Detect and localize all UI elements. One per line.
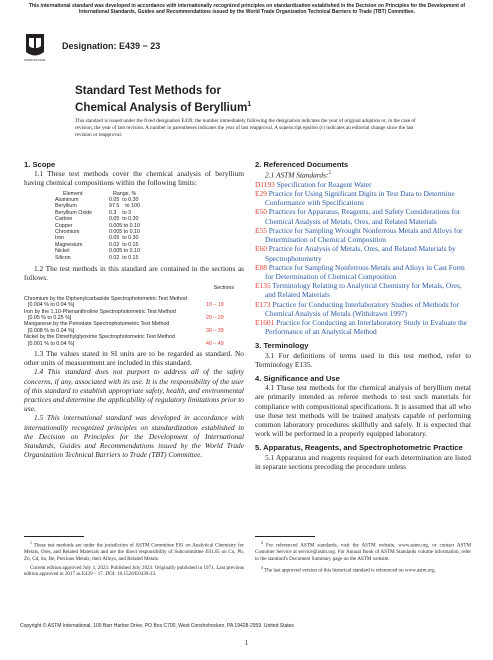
reference-item	[255, 318, 471, 336]
footnote-2: For referenced ASTM standards, visit the ASTM website, www.astm.org, or contact ASTM Customer Service at service@astm.org. For Annual Book of ASTM Standards volume information, refer to the standard's Document Summary page on the ASTM website.	[255, 542, 471, 562]
terminology-heading: 3. Terminology	[255, 341, 309, 351]
element-name: Magnesium	[55, 241, 83, 248]
reference-title-link[interactable]: Practice for Analysis of Metals, Ores, and Related Materials by Spectrophotometry	[265, 244, 456, 263]
element-range: 0.005 to 0.10	[109, 248, 140, 255]
footnote-3: The last approved version of this historical standard is referenced on www.astm.org.	[264, 567, 436, 574]
title-footnote-marker: 1	[247, 100, 252, 108]
scope-1-5: 1.5 This international standard was developed in accordance with internationally recognized principles on standardization established in the Decision on Principles for the Development of International Standards, Guides and Recommendations issued by the World Trade Organization Technical Barriers to Trade (TBT) Committee.	[24, 413, 244, 460]
element-range: 0.02 to 0.15	[109, 254, 139, 261]
element-name: Aluminum	[55, 197, 79, 204]
right-column	[255, 157, 471, 471]
right-footnote-rule	[255, 536, 315, 537]
element-range: 0.02 to 0.15	[109, 241, 139, 248]
method-sections[interactable]: 40 – 49	[206, 340, 224, 347]
title-line-2: Chemical Analysis of Beryllium	[75, 100, 248, 114]
method-range: [0.05 % to 0.25 %]	[28, 314, 72, 321]
reference-item	[255, 207, 471, 225]
reference-code-link[interactable]: E135	[255, 281, 271, 291]
reference-code-link[interactable]: E55	[255, 225, 267, 235]
references-heading: 2. Referenced Documents	[255, 160, 349, 169]
method-title: Manganese by the Periodate Spectrophotometric Test Method	[24, 321, 170, 328]
reference-item	[255, 300, 471, 318]
element-name: Nickel	[55, 248, 70, 255]
scope-1-3: 1.3 The values stated in SI units are to be regarded as standard. No other units of measurement are included in this standard.	[24, 348, 244, 368]
reference-code-link[interactable]: E173	[255, 299, 271, 309]
element-range: 0.005 to 0.10	[109, 222, 140, 229]
reference-item	[255, 189, 471, 207]
footnote-edition: Current edition approved July 1, 2023. Published July 2023. Originally published in 1971. Last previous edition approved in 2017 as E439 – 17. DOI: 10.1520/E0439-23.	[24, 564, 244, 578]
standard-title	[75, 84, 251, 114]
astm-standards-subhead: 2.1 ASTM Standards:	[265, 170, 329, 180]
left-footnote-rule	[24, 536, 84, 537]
title-line-1: Standard Test Methods for	[75, 84, 222, 97]
reference-item	[255, 281, 471, 299]
method-title: Iron by the 1,10-Phenanthroline Spectrophotometric Test Method	[24, 308, 176, 315]
scope-1-1: 1.1 These test methods cover the chemical analysis of beryllium having chemical compositions within the following limits:	[24, 169, 244, 188]
reference-code-link[interactable]: E88	[255, 262, 267, 272]
method-sections[interactable]: 20 – 29	[206, 314, 224, 321]
apparatus-heading: 5. Apparatus, Reagents, and Spectrophotometric Practice	[255, 443, 463, 453]
scope-heading: 1. Scope	[24, 160, 56, 169]
element-name: Chromium	[55, 229, 80, 236]
left-footnotes: $^1$ These test methods are under the jurisdiction of ASTM Committee E01 on Analytical Chemistry for Metals, Ores, and Related Materials and are the direct responsibility of Subcommittee E01.05 on Cu, Pb, Zn, Cd, Sn, Be, Precious Metals, their Alloys, and Related Metals. Current edition approved July 1, 2023. Published July 2023. Originally published in 1971. Last previous edition approved in 2017 as E439 – 17. DOI: 10.1520/E0439-23.	[24, 540, 244, 578]
reference-code-link[interactable]: E60	[255, 244, 267, 254]
terminology-3-1: 3.1 For definitions of terms used in this test method, refer to Terminology E135.	[255, 350, 471, 369]
reference-title-link[interactable]: Practice for Using Significant Digits in Test Data to Determine Conformance with Specifications	[265, 189, 455, 208]
apparatus-5-1: 5.1 Apparatus and reagents required for each determination are listed in separate sections preceding the procedure unless	[255, 452, 471, 471]
element-name: Silicon	[55, 254, 71, 261]
reference-title-link[interactable]: Practice for Sampling Wrought Nonferrous Metals and Alloys for Determination of Chemical Composition	[265, 225, 463, 245]
method-range: [0.008 % to 0.04 %]	[28, 327, 75, 334]
method-title: Nickel by the Dimethylglyoxime Spectrophotometric Test Method	[24, 334, 175, 341]
element-name: Carbon	[55, 216, 73, 223]
method-range: [0.001 % to 0.04 %]	[28, 340, 75, 347]
element-range: 0.005 to 0.10	[109, 229, 140, 236]
reference-code-link[interactable]: E29	[255, 189, 267, 199]
element-name: Beryllium	[55, 203, 77, 210]
page-number: 1	[244, 639, 249, 647]
scope-1-2: 1.2 The test methods in this standard are contained in the sections as follows.	[24, 264, 244, 283]
significance-4-1: 4.1 These test methods for the chemical analysis of beryllium metal are primarily intended as referee methods to test such materials for compliance with compositional specifications. It is assumed that all who use these test methods will be trained analysts capable of performing common laboratory procedures skillfully and safely. It is expected that work will be performed in a properly equipped laboratory.	[255, 383, 471, 439]
copyright: Copyright © ASTM International, 100 Barr Harbor Drive, PO Box C700, West Conshohocken, PA 19428-2959. United States	[20, 623, 294, 629]
right-footnotes: $^2$ For referenced ASTM standards, visit the ASTM website, www.astm.org, or contact ASTM Customer Service at service@astm.org. For Annual Book of ASTM Standards volume information, refer to the standard's Document Summary page on the ASTM website. $^3$ The last approved version of this historical standard is referenced on www.astm.org.	[255, 540, 471, 574]
reference-code-link[interactable]: D1193	[255, 179, 275, 189]
element-range-table	[55, 191, 244, 261]
element-name: Beryllium Oxide	[55, 209, 93, 216]
scope-1-4: 1.4 This standard does not purport to address all of the safety concerns, if any, associated with its use. It is the responsibility of the user of this standard to establish appropriate safety, health, and environmental practices and determine the applicability of regulatory limitations prior to use.	[24, 367, 244, 414]
reference-code-link[interactable]: E50	[255, 207, 267, 217]
method-sections[interactable]: 10 – 19	[206, 302, 224, 309]
range-header: Range, %	[113, 190, 137, 197]
designation: Designation: E439 − 23	[62, 41, 161, 51]
element-name: Iron	[55, 235, 65, 242]
element-range: 97.5 to 100	[109, 203, 140, 210]
reference-title-link[interactable]: Practice for Sampling Nonferrous Metals and Alloys in Cast Form for Determination of Chemical Composition	[265, 262, 465, 281]
reference-title-link[interactable]: Practices for Apparatus, Reagents, and Safety Considerations for Chemical Analysis of Metals, Ores, and Related Materials	[265, 207, 461, 226]
method-sections[interactable]: 30 – 39	[206, 327, 224, 334]
reference-item	[255, 226, 471, 244]
reference-item	[255, 263, 471, 281]
reference-code-link[interactable]: E1601	[255, 317, 275, 327]
element-header: Element	[63, 190, 83, 197]
top-notice: This international standard was developed in accordance with internationally recognized principles on standardization established in the Decision on Principles for the Development of International Standards, Guides and Recommendations issued by the World Trade Organization Technical Barriers to Trade (TBT) Committee.	[28, 3, 466, 16]
left-column	[24, 157, 244, 459]
reference-title-link[interactable]: Practice for Conducting Interlaboratory Studies of Methods for Chemical Analysis of Metals (Withdrawn 1997)	[265, 299, 460, 318]
element-range: 0.05 to 0.30	[109, 216, 139, 223]
astm-standards-footnote-marker: 2	[328, 171, 331, 177]
method-range: [0.004 % to 0.04 %]	[28, 302, 75, 309]
reference-item	[255, 244, 471, 262]
significance-heading: 4. Significance and Use	[255, 373, 340, 383]
reference-title-link[interactable]: Terminology Relating to Analytical Chemistry for Metals, Ores, and Related Materials	[265, 281, 462, 300]
method-row	[24, 341, 244, 347]
logo-text: INTERNATIONAL	[24, 58, 46, 62]
method-title: Chromium by the Diphenylcarbazide Spectrophotometric Test Method	[24, 295, 188, 302]
reference-title-link[interactable]: Specification for Reagent Water	[276, 179, 372, 189]
astm-logo	[24, 32, 46, 62]
element-name: Copper	[55, 222, 73, 229]
footnote-1: These test methods are under the jurisdiction of ASTM Committee E01 on Analytical Chemistry for Metals, Ores, and Related Materials and are the direct responsibility of Subcommittee E01.05 on Cu, Pb, Zn, Cd, Sn, Be, Precious Metals, their Alloys, and Related Metals.	[24, 542, 244, 562]
reference-title-link[interactable]: Practice for Conducting an Interlaboratory Study to Evaluate the Performance of an Analytical Method	[265, 317, 468, 337]
issuance-note: This standard is issued under the fixed designation E439; the number immediately following the designation indicates the year of original adoption or, in the case of revision, the year of last revision. A number in parentheses indicates the year of last reapproval. A superscript epsilon (ε) indicates an editorial change since the last revision or reapproval.	[75, 118, 416, 138]
element-range: 0.3 to 3	[109, 209, 132, 216]
element-range: 0.05 to 0.30	[109, 235, 139, 242]
reference-item	[255, 180, 471, 189]
element-row	[55, 255, 244, 261]
element-range: 0.05 to 0.30	[109, 197, 139, 204]
sections-label: Sections	[213, 285, 234, 292]
